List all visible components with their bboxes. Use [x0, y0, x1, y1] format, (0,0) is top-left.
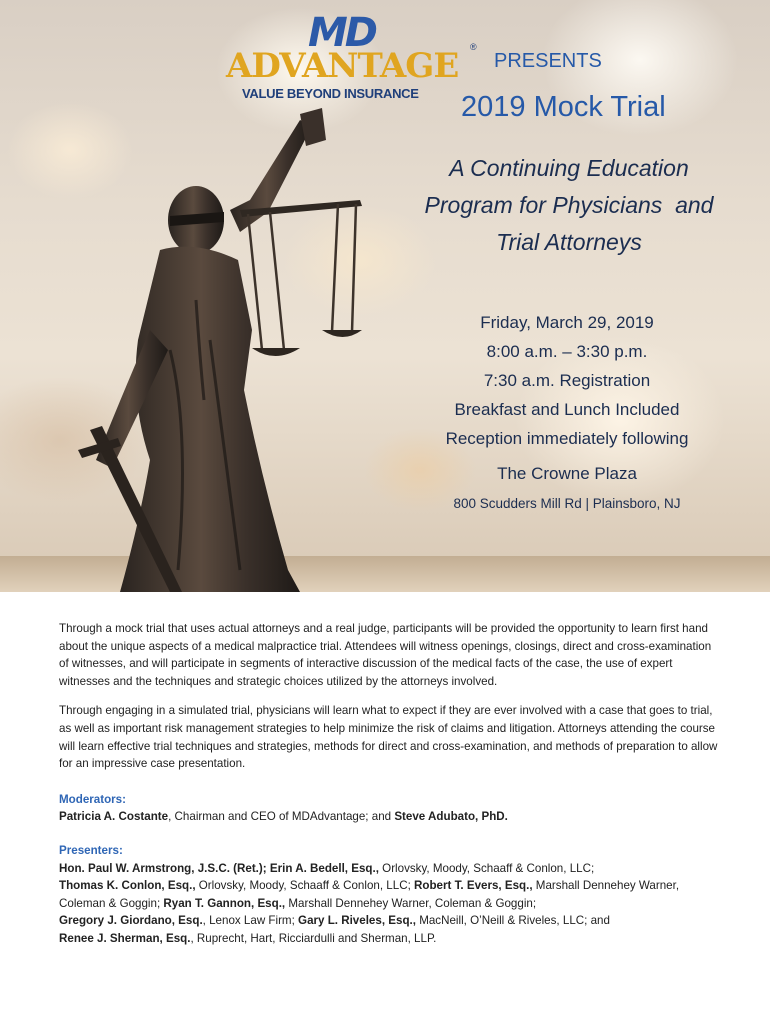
event-details: [402, 308, 732, 453]
event-title: 2019 Mock Trial: [461, 91, 666, 123]
presenter-firm: Orlovsky, Moody, Schaaff & Conlon, LLC;: [195, 879, 415, 893]
presenter-name: Gregory J. Giordano, Esq.: [59, 914, 203, 928]
event-venue: The Crowne Plaza: [497, 464, 637, 483]
presenter-firm: Marshall Dennehey Warner, Coleman & Goggin;: [285, 896, 537, 910]
presenter-name: Gary L. Riveles, Esq.,: [298, 914, 416, 928]
event-date: Friday, March 29, 2019: [480, 313, 654, 332]
logo-tagline: VALUE BEYOND INSURANCE: [242, 86, 419, 101]
presenter-name: Ryan T. Gannon, Esq.,: [163, 896, 286, 910]
description-paragraph: Through a mock trial that uses actual attorneys and a real judge, participants will be provided the opportunity to learn first hand about the unique aspects of a medical malpractice trial. Attendees will witness openings, closings, direct and cross-examination of witnesses, and will participate in segments of interactive discussion of the medical facts of the case, the use of expert witnesses and the techniques and strategic choices utilized by the attorneys involved.: [59, 622, 712, 688]
presenter-firm: Marshall Dennehey Warner, Coleman & Goggin;: [59, 879, 680, 910]
presenters-heading: Presenters:: [59, 843, 123, 857]
subtitle-line: Trial Attorneys: [496, 229, 642, 255]
presenter-firm: MacNeill, O’Neill & Riveles, LLC; and: [415, 914, 610, 928]
registered-mark: ®: [470, 42, 477, 52]
presenter-name: Renee J. Sherman, Esq.: [59, 931, 191, 945]
moderator-name: Steve Adubato, PhD.: [394, 810, 508, 824]
event-meals: Breakfast and Lunch Included: [454, 400, 680, 419]
presenter-name: Robert T. Evers, Esq.,: [414, 879, 533, 893]
presenter-firm: Orlovsky, Moody, Schaaff & Conlon, LLC;: [378, 861, 595, 875]
presenter-name: Hon. Paul W. Armstrong, J.S.C. (Ret.);: [59, 861, 270, 875]
moderators-heading: Moderators:: [59, 792, 126, 806]
event-time: 8:00 a.m. – 3:30 p.m.: [486, 342, 648, 361]
program-description: [59, 620, 719, 948]
mdadvantage-logo: [226, 10, 486, 106]
presenter-firm: , Ruprecht, Hart, Ricciardulli and Sherman, LLP.: [190, 931, 437, 945]
presents-label: PRESENTS: [494, 50, 602, 72]
event-registration: 7:30 a.m. Registration: [483, 371, 651, 390]
logo-advantage-text: ADVANTAGE: [226, 46, 459, 86]
moderator-role: , Chairman and CEO of MDAdvantage; and: [168, 810, 395, 824]
presenter-firm: , Lenox Law Firm;: [202, 914, 299, 928]
moderators-list: [59, 808, 719, 826]
moderator-name: Patricia A. Costante: [59, 810, 169, 824]
logo-md-text: MD: [308, 10, 376, 56]
description-paragraph: Through engaging in a simulated trial, physicians will learn what to expect if they are ever involved with a case that goes to trial, as well as important risk management strategies to help minimize the risk of claims and litigation. Attorneys attending the course will learn effective trial techniques and strategies, methods for direct and cross-examination, and methods of preparation to allow for an impressive case presentation.: [59, 704, 718, 771]
presenter-name: Erin A. Bedell, Esq.,: [269, 861, 379, 875]
program-subtitle: [404, 150, 734, 261]
subtitle-line: Program for Physicians and: [424, 192, 714, 218]
subtitle-line: A Continuing Education: [449, 155, 689, 181]
event-address: 800 Scudders Mill Rd | Plainsboro, NJ: [453, 496, 681, 511]
presenters-list: [59, 860, 719, 948]
lady-justice-statue-image: [0, 100, 420, 592]
event-reception: Reception immediately following: [445, 429, 689, 448]
presenter-name: Thomas K. Conlon, Esq.,: [59, 879, 196, 893]
